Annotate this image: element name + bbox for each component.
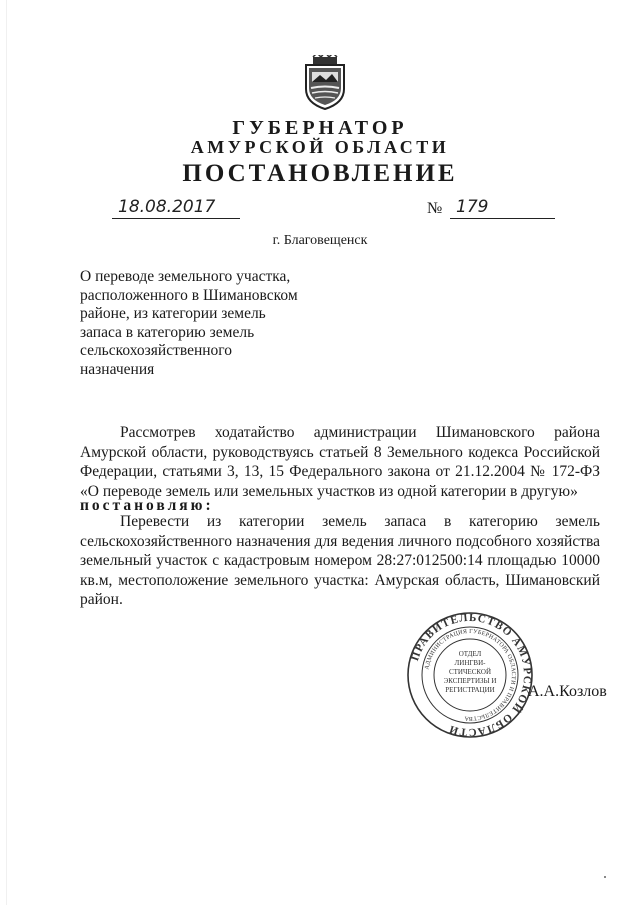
stamp-inner-line: ЛИНГВИ- xyxy=(454,659,486,667)
header-title-line1: ГУБЕРНАТОР xyxy=(232,117,408,139)
body-paragraph-2: Перевести из категории земель запаса в категорию земель сельскохозяйственного назначения для ведения личного подсобного хозяйства земельный участок с кадастровым номером 28:27:012500:14 площадью 10000 кв.м, местоположение земельного участка: Амурская область, Шимановский район. xyxy=(80,513,600,608)
stamp-inner-line: ЭКСПЕРТИЗЫ И xyxy=(443,677,497,685)
stamp-inner-line: РЕГИСТРАЦИИ xyxy=(445,686,495,694)
stamp-inner-line: СТИЧЕСКОЙ xyxy=(448,668,492,676)
coat-of-arms-icon xyxy=(300,55,350,111)
document-type: ПОСТАНОВЛЕНИЕ xyxy=(182,160,458,187)
body-paragraph-1: Рассмотрев ходатайство администрации Шимановского района Амурской области, руководствуясь статьей 8 Земельного кодекса Российской Федерации, статьями 3, 13, 15 Федерального закона от 21.12.2004 № 172-ФЗ «О переводе земель или земельных участков из одной категории в другую» xyxy=(80,424,600,500)
signatory-name: А.А.Козлов xyxy=(528,683,607,700)
document-date: 18.08.2017 xyxy=(118,197,216,217)
stamp-outer-text: ПРАВИТЕЛЬСТВО АМУРСКОЙ ОБЛАСТИ xyxy=(408,611,534,739)
number-underline xyxy=(450,218,555,219)
number-label: № xyxy=(427,200,443,217)
resolve-keyword: постановляю: xyxy=(80,497,214,514)
stamp-inner-line: ОТДЕЛ xyxy=(458,650,482,658)
stamp-ring-text: АДМИНИСТРАЦИЯ ГУБЕРНАТОРА ОБЛАСТИ И ПРАВИТЕЛЬСТВА xyxy=(424,628,517,722)
date-underline xyxy=(112,218,240,219)
city-name: г. Благовещенск xyxy=(272,233,368,248)
scan-speck xyxy=(604,876,606,878)
header-title-line2: АМУРСКОЙ ОБЛАСТИ xyxy=(190,137,450,157)
document-number: 179 xyxy=(456,197,489,217)
official-stamp xyxy=(405,610,535,740)
document-subject: О переводе земельного участка, расположенного в Шимановском районе, из категории земель запаса в категорию земель сельскохозяйственного назначения xyxy=(80,268,298,378)
